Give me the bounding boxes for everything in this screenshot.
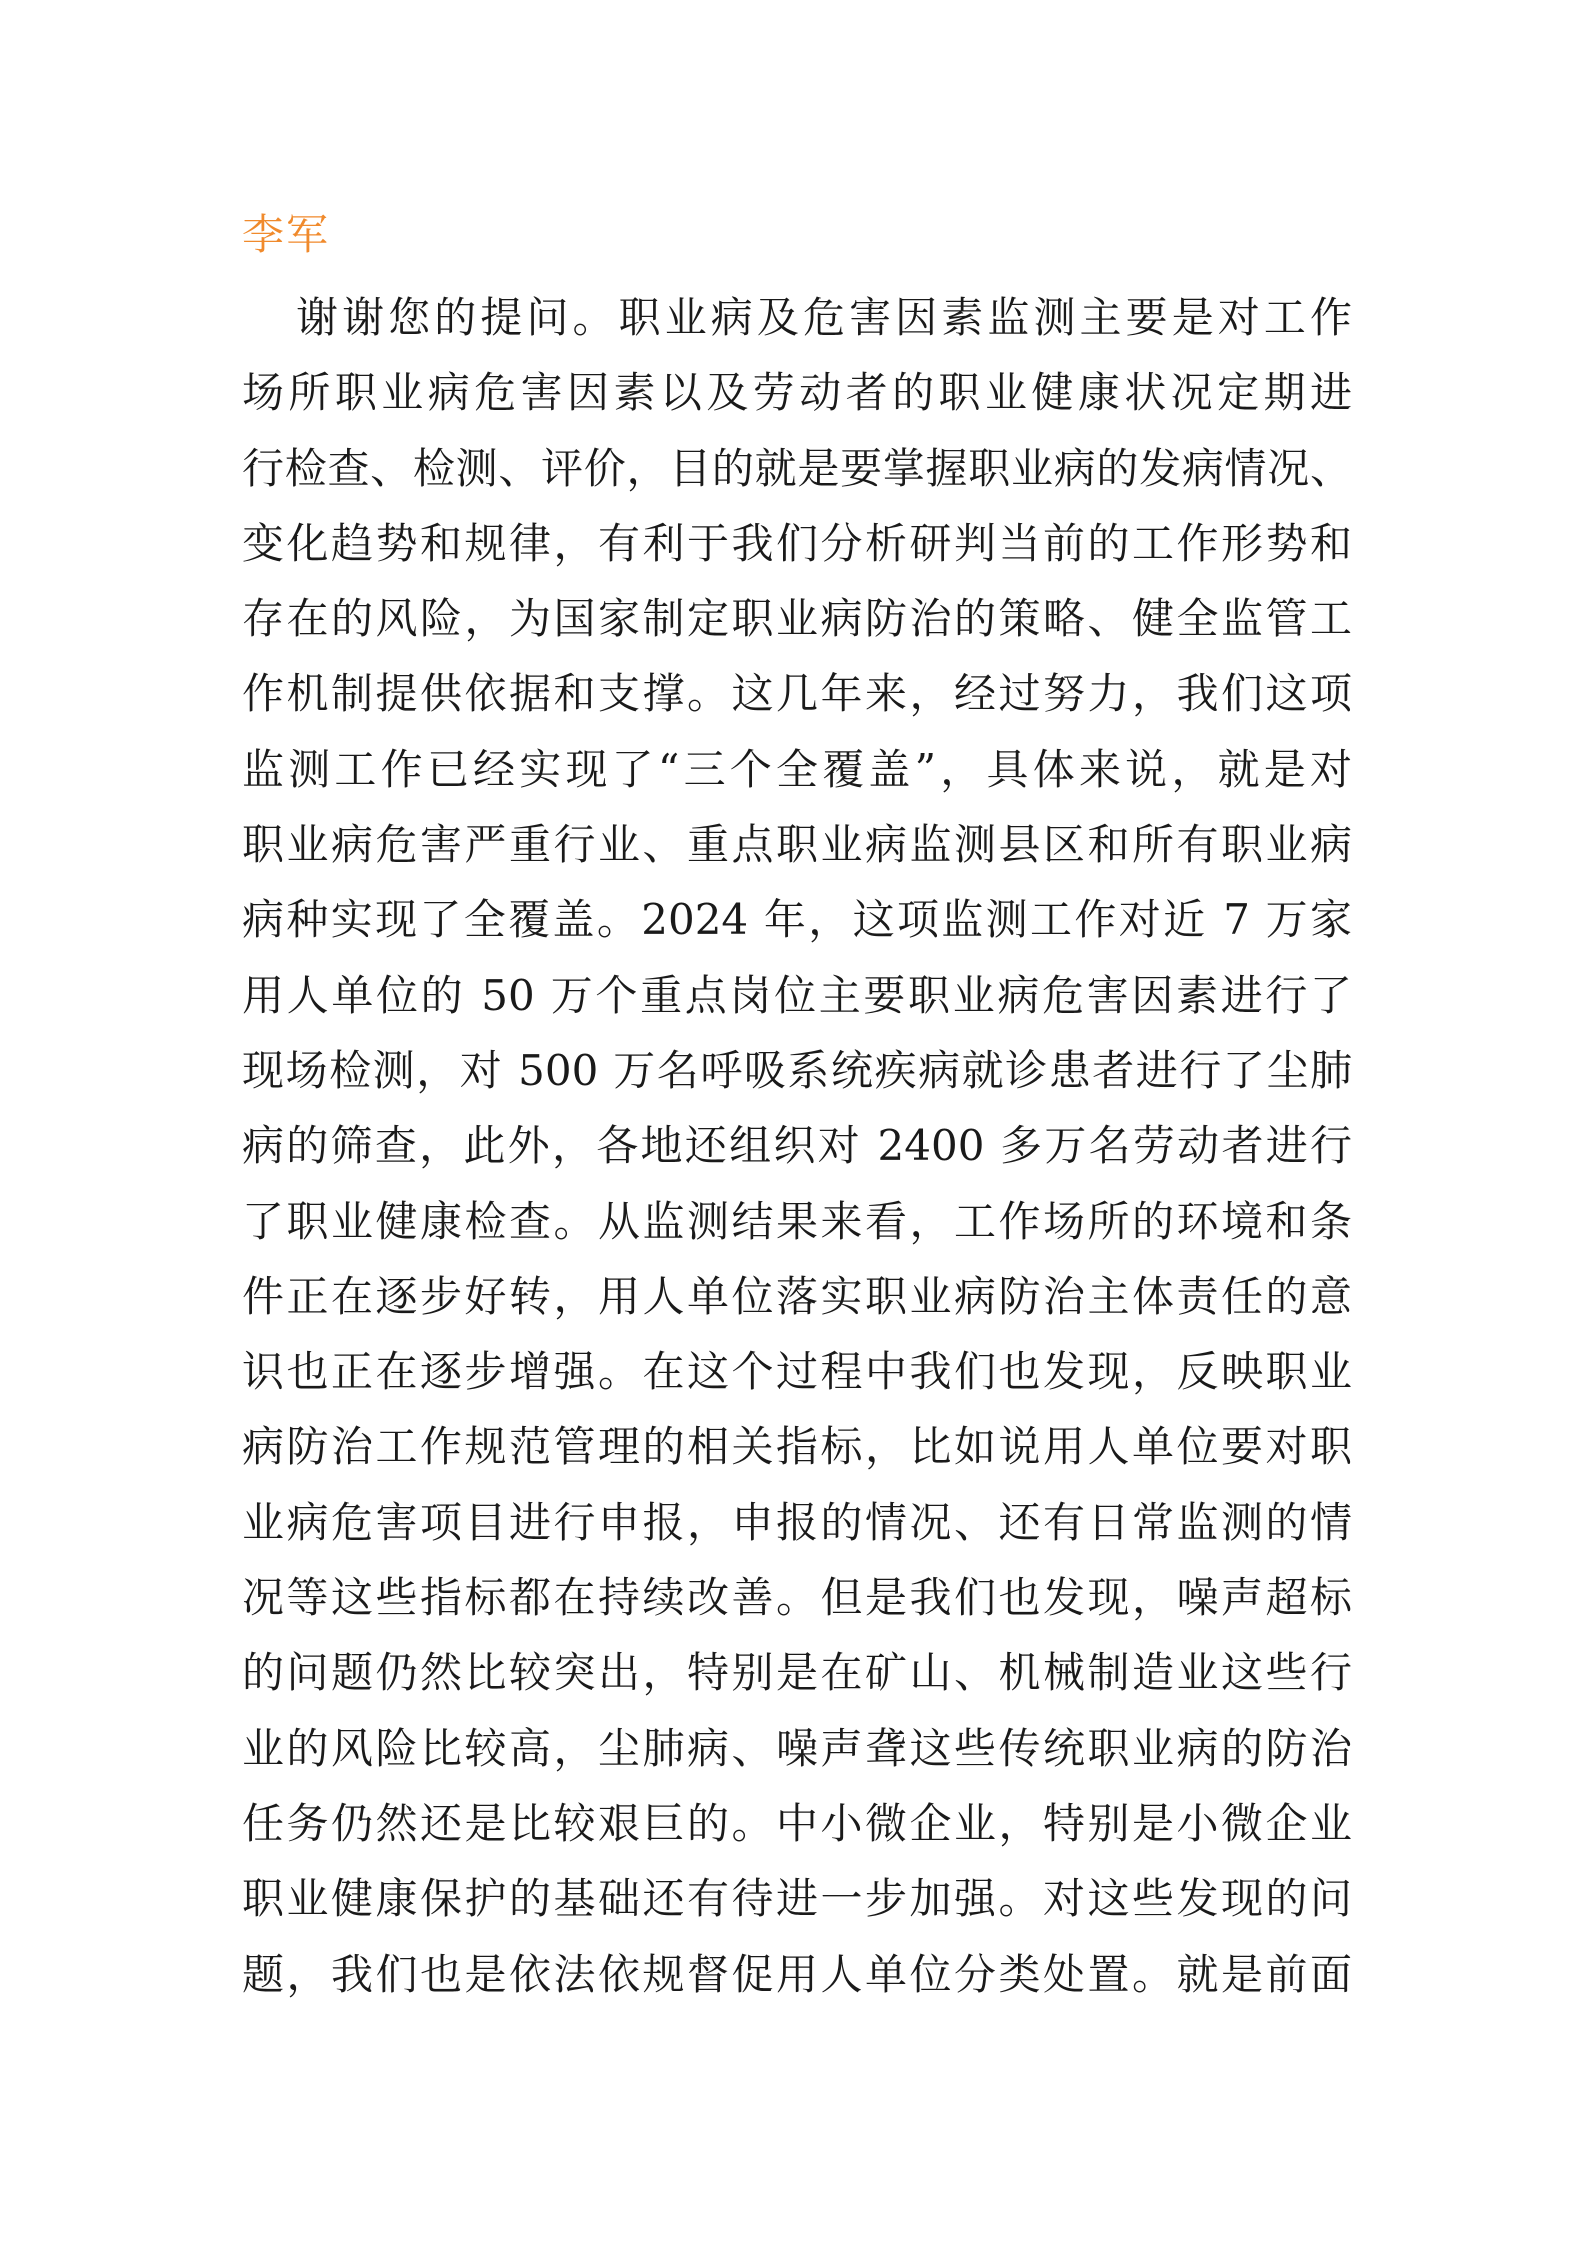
paragraph-line: 件正在逐步好转，用人单位落实职业病防治主体责任的意 (242, 1271, 1352, 1321)
paragraph-line: 的问题仍然比较突出，特别是在矿山、机械制造业这些行 (242, 1648, 1352, 1698)
paragraph-line: 场所职业病危害因素以及劳动者的职业健康状况定期进 (242, 368, 1352, 418)
paragraph-line: 职业健康保护的基础还有待进一步加强。对这些发现的问 (242, 1874, 1352, 1924)
paragraph-line: 监测工作已经实现了“三个全覆盖”，具体来说，就是对 (242, 744, 1352, 794)
paragraph-line: 任务仍然还是比较艰巨的。中小微企业，特别是小微企业 (242, 1798, 1352, 1848)
paragraph-line: 况等这些指标都在持续改善。但是我们也发现，噪声超标 (242, 1573, 1352, 1623)
paragraph-line: 病防治工作规范管理的相关指标，比如说用人单位要对职 (242, 1422, 1352, 1472)
paragraph-line: 变化趋势和规律，有利于我们分析研判当前的工作形势和 (242, 518, 1352, 568)
answer-paragraph (242, 280, 1352, 2012)
paragraph-line: 职业病危害严重行业、重点职业病监测县区和所有职业病 (242, 820, 1352, 870)
paragraph-line: 业病危害项目进行申报，申报的情况、还有日常监测的情 (242, 1497, 1352, 1547)
paragraph-line: 谢谢您的提问。职业病及危害因素监测主要是对工作 (296, 293, 1352, 342)
paragraph-line: 用人单位的 50 万个重点岗位主要职业病危害因素进行了 (242, 970, 1352, 1020)
paragraph-line: 题，我们也是依法依规督促用人单位分类处置。就是前面 (242, 1949, 1352, 1999)
paragraph-line: 了职业健康检查。从监测结果来看，工作场所的环境和条 (242, 1196, 1352, 1246)
paragraph-line: 现场检测，对 500 万名呼吸系统疾病就诊患者进行了尘肺 (242, 1045, 1352, 1095)
paragraph-line: 识也正在逐步增强。在这个过程中我们也发现，反映职业 (242, 1347, 1352, 1397)
paragraph-line: 病种实现了全覆盖。2024 年，这项监测工作对近 7 万家 (242, 895, 1352, 945)
paragraph-line: 行检查、检测、评价，目的就是要掌握职业病的发病情况、 (242, 443, 1352, 493)
speaker-name: 李军 (242, 210, 331, 259)
paragraph-line: 病的筛查，此外，各地还组织对 2400 多万名劳动者进行 (242, 1121, 1352, 1171)
paragraph-line: 存在的风险，为国家制定职业病防治的策略、健全监管工 (242, 594, 1352, 644)
paragraph-line: 业的风险比较高，尘肺病、噪声聋这些传统职业病的防治 (242, 1723, 1352, 1773)
paragraph-line: 作机制提供依据和支撑。这几年来，经过努力，我们这项 (242, 669, 1352, 719)
